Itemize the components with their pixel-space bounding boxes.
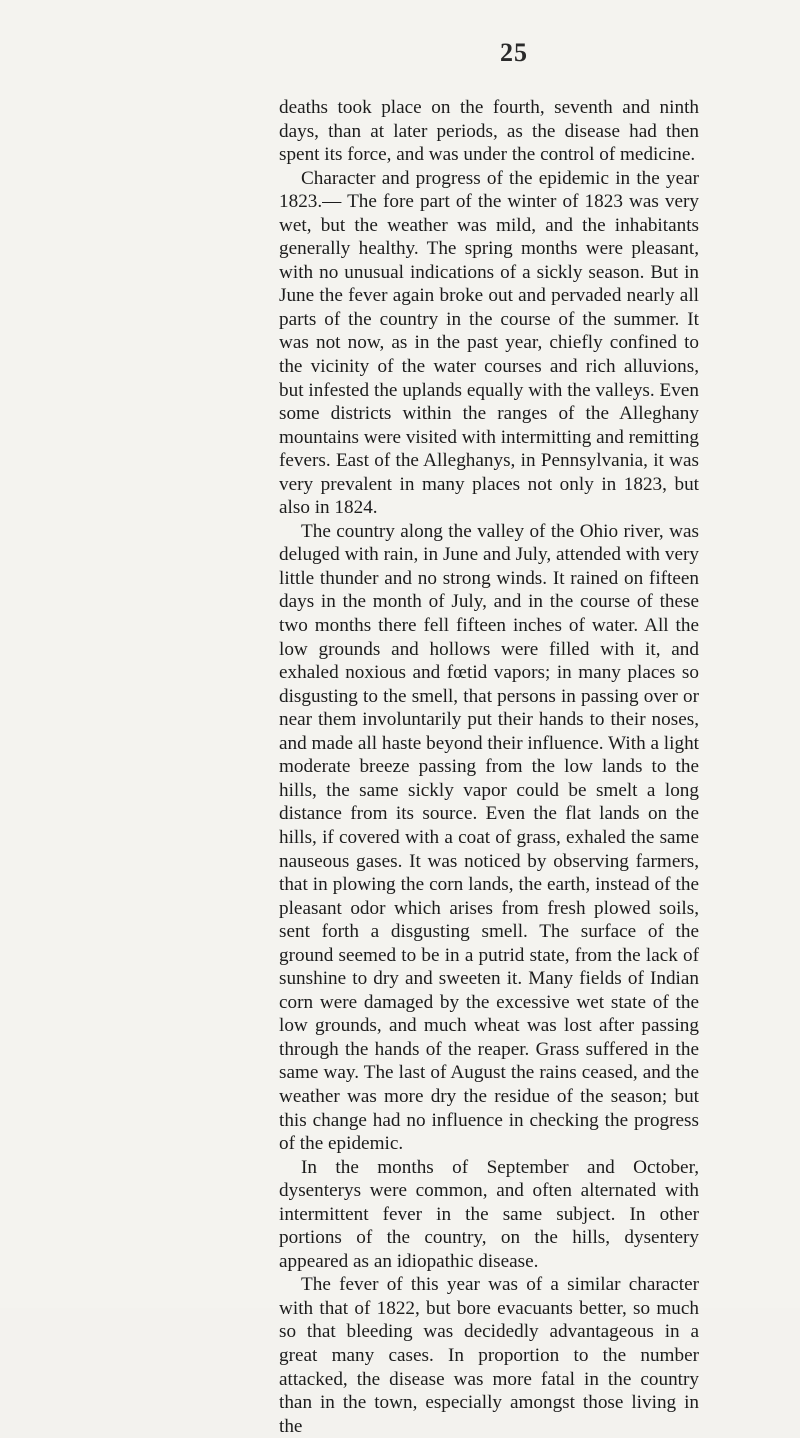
paragraph-dysentery: In the months of September and October, dysenterys were common, and often alternated with intermittent fever in the same subject. In other portions of the country, on the hills, dysentery appeared as an idiopathic disease. bbox=[279, 1156, 699, 1272]
paragraph-ohio-valley-rains: The country along the valley of the Ohio river, was deluged with rain, in June and July, attended with very little thunder and no strong winds. It rained on fifteen days in the month of July, and in the course of these two months there fell fifteen inches of water. All the low grounds and hollows were filled with it, and exhaled noxious and fœtid vapors; in many places so disgusting to the smell, that persons in passing over or near them involuntarily put their hands to their noses, and made all haste beyond their influence. With a light moderate breeze passing from the low lands to the hills, the same sickly vapor could be smelt a long distance from its source. Even the flat lands on the hills, if covered with a coat of grass, exhaled the same nauseous gases. It was noticed by observing farmers, that in plowing the corn lands, the earth, instead of the pleasant odor which arises from fresh plowed soils, sent forth a disgusting smell. The surface of the ground seemed to be in a putrid state, from the lack of sunshine to dry and sweeten it. Many fields of Indian corn were damaged by the excessive wet state of the low grounds, and much wheat was lost after passing through the hands of the reaper. Grass suffered in the same way. The last of August the rains ceased, and the weather was more dry the residue of the season; but this change had no influence in checking the progress of the epidemic. bbox=[279, 520, 699, 1155]
paragraph-fever-comparison: The fever of this year was of a similar character with that of 1822, but bore evacuants better, so much so that bleeding was decidedly advantageous in a great many cases. In proportion to the number attacked, the disease was more fatal in the country than in the town, especially amongst those living in the bbox=[279, 1274, 699, 1437]
body-text bbox=[279, 96, 699, 1438]
paragraph-continuation: deaths took place on the fourth, seventh and ninth days, than at later periods, as the disease had then spent its force, and was under the control of medicine. bbox=[279, 97, 699, 166]
paragraph-character-1823: Character and progress of the epidemic in the year 1823.— The fore part of the winter of 1823 was very wet, but the weather was mild, and the inhabitants generally healthy. The spring months were pleasant, with no unusual indications of a sickly season. But in June the fever again broke out and pervaded nearly all parts of the country in the course of the summer. It was not now, as in the past year, chiefly confined to the vicinity of the water courses and rich alluvions, but infested the uplands equally with the valleys. Even some districts within the ranges of the Alleghany mountains were visited with intermitting and remitting fevers. East of the Alleghanys, in Pennsylvania, it was very prevalent in many places not only in 1823, but also in 1824. bbox=[279, 167, 699, 519]
page-number: 25 bbox=[500, 38, 528, 67]
